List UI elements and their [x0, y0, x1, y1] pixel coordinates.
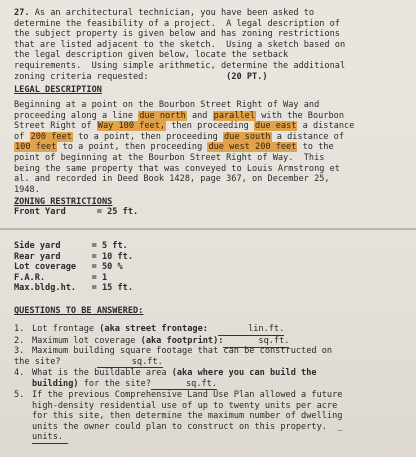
answer-blank-3[interactable] [97, 357, 163, 369]
legal-text: with the Bourbon [256, 110, 345, 121]
question-text: Maximum building square footage that can be constructed on [32, 346, 333, 356]
question-number: 1. [14, 324, 25, 334]
question-1 [14, 324, 408, 336]
question-emphasis: (aka where you can build the [171, 368, 317, 378]
highlight-due-west-200-feet: due west 200 feet [208, 142, 297, 153]
question-text: Lot frontage [32, 324, 100, 334]
question-3 [14, 346, 408, 368]
intro-line-1: As an architectural technician, you have been asked to [34, 8, 315, 18]
legal-text: to a point, then proceeding [57, 142, 208, 153]
question-text: If the previous Comprehensive Land Use Plan allowed a future [32, 390, 343, 400]
legal-line-1: Beginning at a point on the Bourbon Street Right of Way and [14, 100, 320, 110]
intro-line-5: the legal description given below, locate the setback [14, 50, 289, 61]
legal-text: then proceeding [166, 121, 255, 132]
question-text: What is the buildable area [32, 368, 172, 378]
legal-text: and [186, 110, 213, 121]
legal-text: of [14, 131, 30, 142]
highlight-100-feet: 100 feet [15, 142, 57, 153]
intro-line-6: requirements. Using simple arithmetic, determine the additional [14, 60, 346, 71]
question-emphasis: (aka street frontage: [99, 324, 208, 334]
answer-blank-1[interactable] [218, 324, 284, 336]
max-building-height-value: Max.bldg.ht. = 15 ft. [14, 283, 133, 294]
legal-text: proceeding along a line [14, 110, 139, 121]
question-text: units the owner could plan to construct on this property. _ [32, 421, 343, 432]
problem-number: 27. [14, 8, 30, 18]
front-yard-value: Front Yard = 25 ft. [14, 207, 139, 217]
legal-text: a distance [297, 121, 355, 132]
legal-text: to a point, then proceeding [72, 131, 223, 142]
answer-unit: lin.ft. [248, 324, 285, 334]
rear-yard-value: Rear yard = 10 ft. [14, 251, 133, 262]
intro-line-3: the subject property is given below and has zoning restrictions [14, 29, 340, 40]
question-emphasis: (aka footprint): [140, 336, 224, 346]
page-divider [0, 228, 416, 230]
question-text: for this site, then determine the maximum number of dwelling [32, 411, 343, 422]
side-yard-value: Side yard = 5 ft. [14, 241, 128, 251]
intro-line-2: determine the feasibility of a project. A legal description of [14, 18, 340, 29]
zoning-restrictions-heading: ZONING RESTRICTIONS [14, 197, 113, 207]
question-text: high-density residential use of up to twenty units per acre [32, 400, 338, 411]
question-text: the site? [14, 356, 61, 367]
legal-text: a distance of [271, 131, 344, 142]
highlight-due-north: due north [139, 110, 186, 121]
intro-line-4: that are listed adjacent to the sketch. Using a sketch based on [14, 39, 346, 50]
highlight-parallel: parallel [213, 110, 256, 121]
restrictions-list [14, 241, 408, 294]
question-text: Maximum lot coverage [32, 336, 141, 346]
legal-line-9: 1948. [14, 184, 40, 195]
legal-line-8: al. and recorded in Deed Book 1428, page 367, on December 25, [14, 174, 330, 185]
legal-line-7: being the same property that was conveyed to Louis Armstrong et [14, 163, 340, 174]
question-number: 4. [14, 368, 25, 378]
intro-line-7: zoning criteria requested: [14, 71, 149, 82]
questions-heading: QUESTIONS TO BE ANSWERED: [14, 306, 144, 316]
highlight-due-south: due south [223, 131, 271, 142]
legal-text: to the [297, 142, 334, 153]
question-number: 5. [14, 390, 25, 400]
answer-unit: sq.ft. [185, 378, 218, 389]
legal-line-6: point of beginning at the Bourbon Street Right of Way. This [14, 152, 325, 163]
question-text: for the site? [78, 378, 152, 389]
question-emphasis: building) [32, 378, 79, 389]
answer-blank-5[interactable] [32, 432, 68, 444]
legal-description-heading: LEGAL DESCRIPTION [14, 85, 102, 95]
answer-unit: sq.ft. [258, 336, 290, 346]
question-number: 2. [14, 336, 25, 346]
far-value: F.A.R. = 1 [14, 272, 108, 283]
highlight-200-feet: 200 feet [30, 131, 72, 142]
question-4 [14, 368, 408, 390]
problem-intro [14, 8, 408, 82]
points-value: (20 PT.) [226, 71, 268, 82]
question-5 [14, 390, 408, 444]
lot-coverage-value: Lot coverage = 50 % [14, 262, 123, 273]
answer-unit: units. [32, 432, 64, 443]
highlight-way-100-feet: Way 100 feet, [97, 121, 166, 132]
answer-unit: sq.ft. [131, 356, 163, 367]
question-number: 3. [14, 346, 25, 356]
highlight-due-east: due east [255, 121, 297, 132]
legal-text: Street Right of [14, 121, 97, 132]
legal-description-body [14, 100, 408, 195]
answer-blank-4[interactable] [151, 379, 217, 391]
